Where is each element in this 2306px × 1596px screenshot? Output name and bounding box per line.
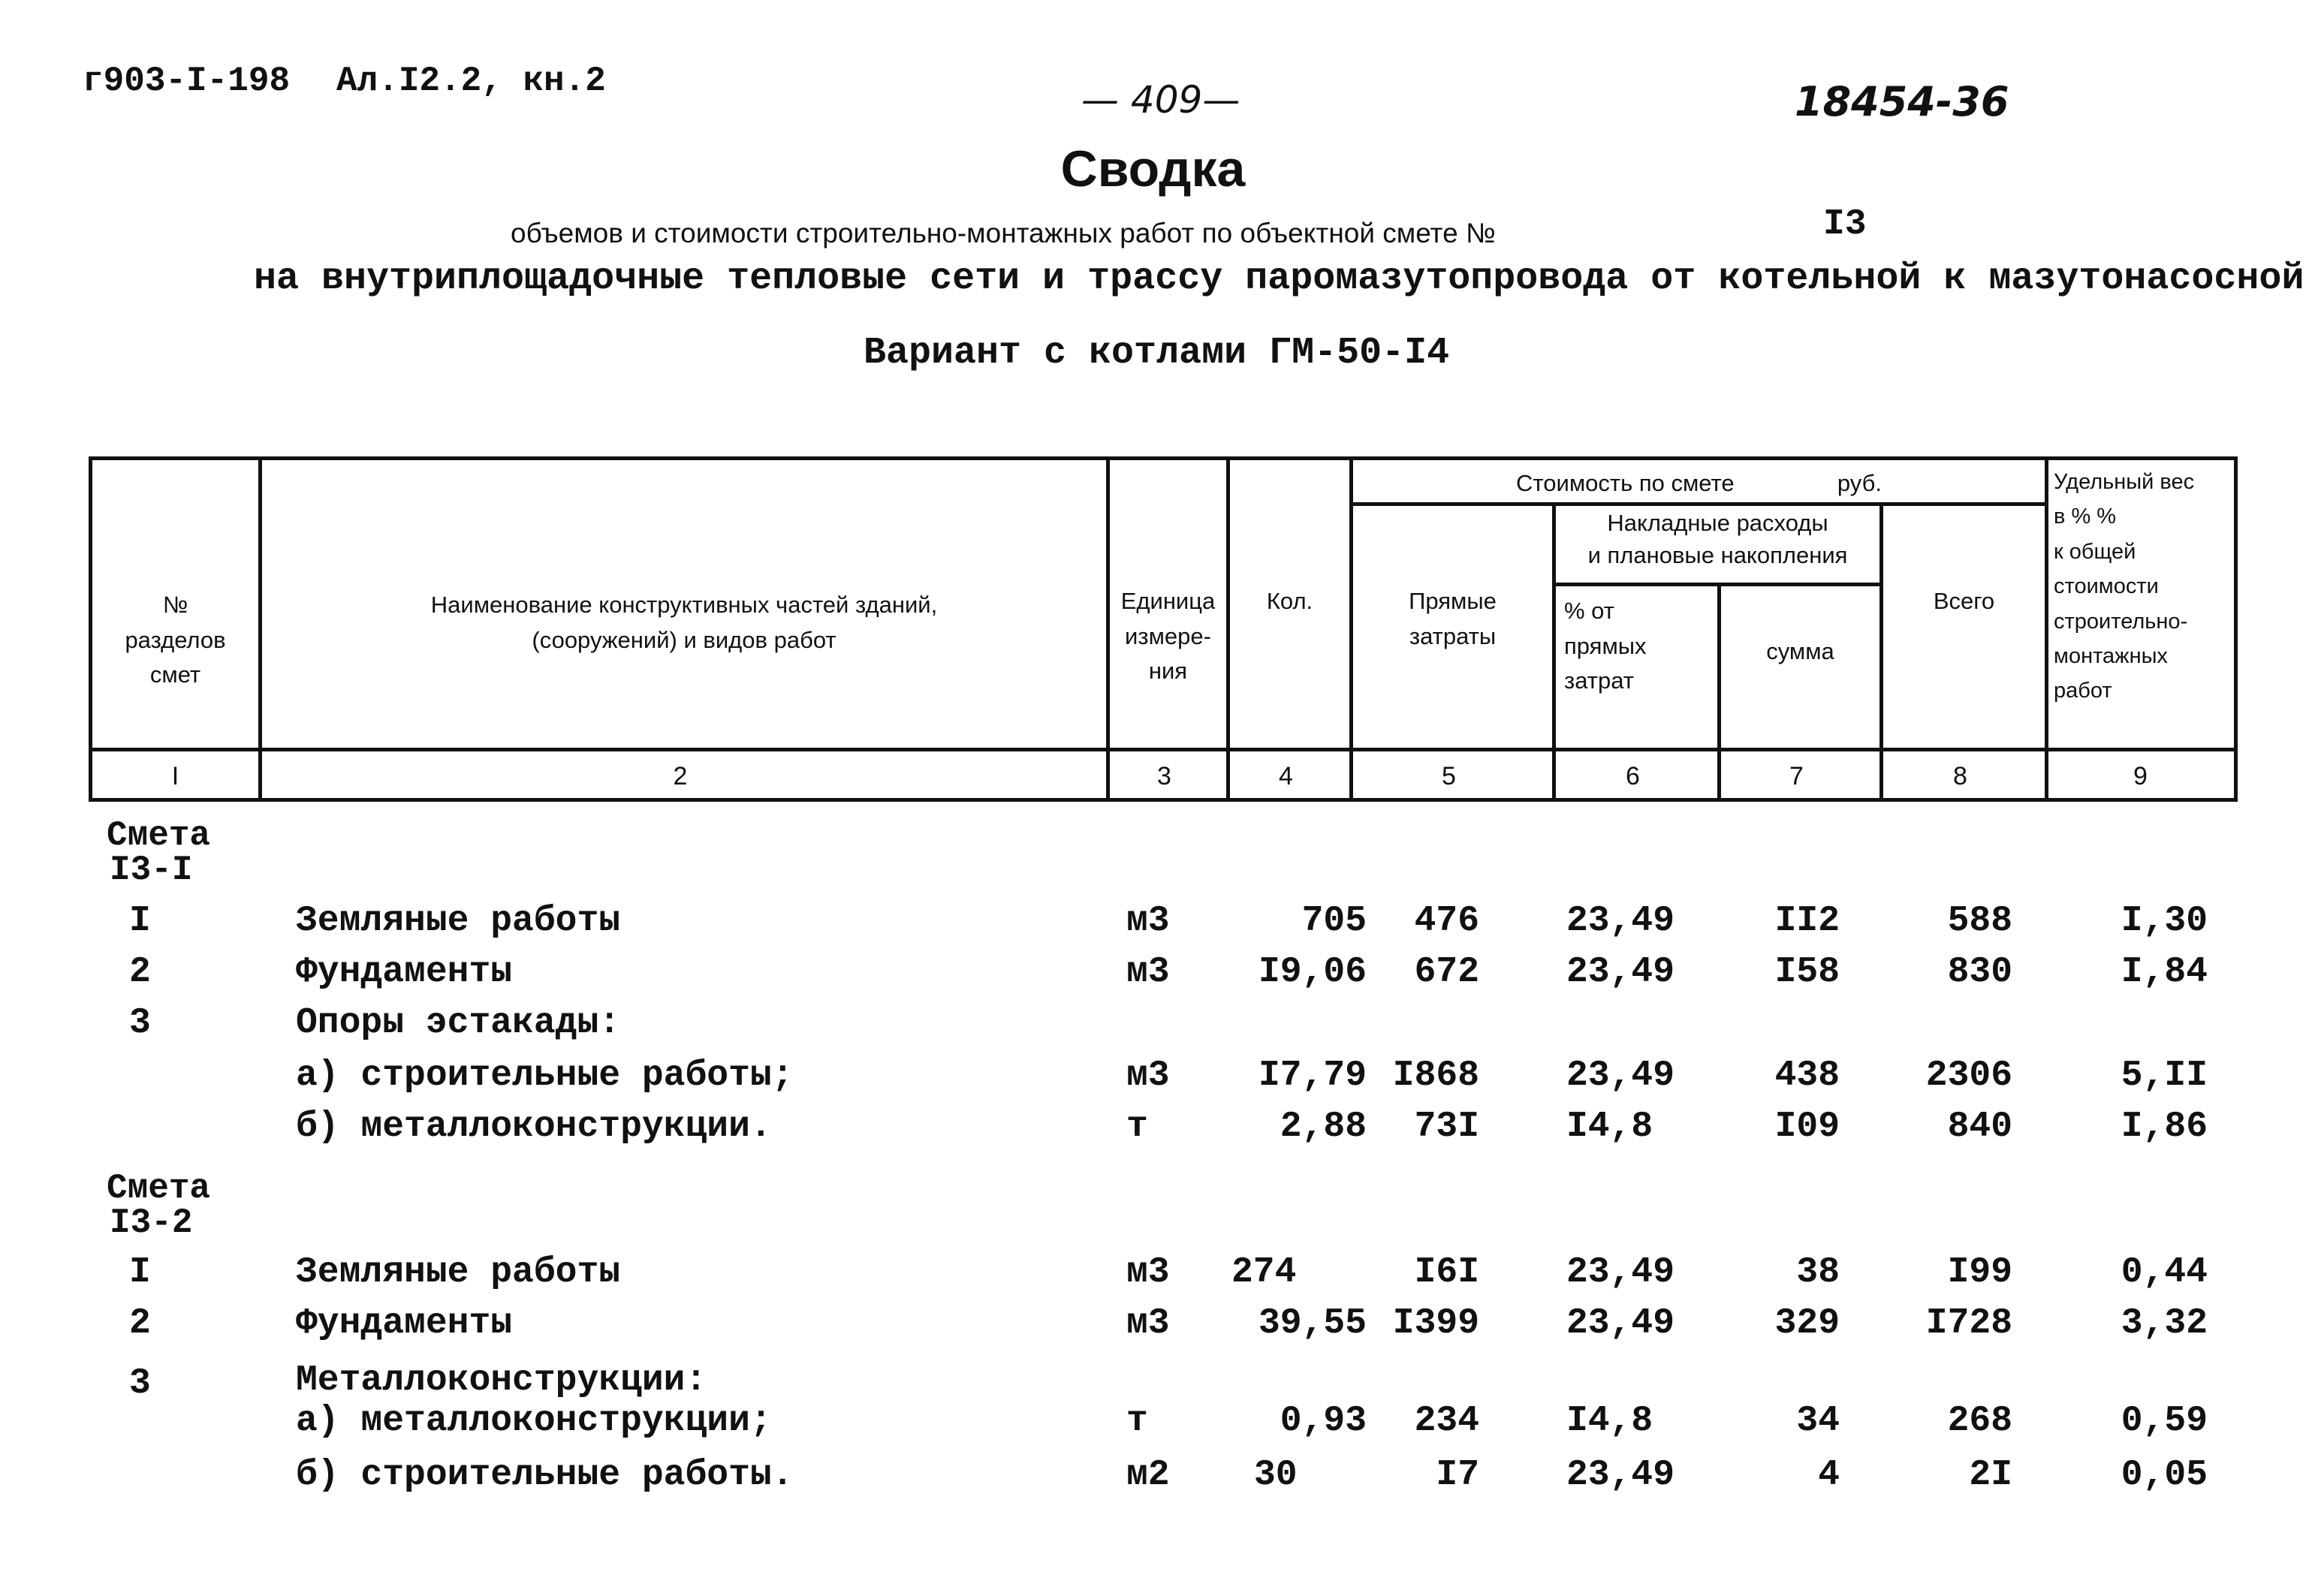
row-total: 588 [1947, 901, 2012, 941]
table-header [89, 456, 2238, 802]
row-direct: I399 [1392, 1303, 1479, 1344]
row-direct: 73I [1414, 1107, 1479, 1147]
row-overhead-pct: 23,49 [1566, 1455, 1675, 1495]
row-share: I,30 [2121, 901, 2208, 941]
row-qty: I9,06 [1258, 952, 1367, 992]
row-unit: т [1126, 1401, 1148, 1441]
row-qty: 705 [1301, 901, 1367, 941]
column-number: 4 [1279, 762, 1293, 790]
row-qty: 274 [1231, 1252, 1297, 1293]
variant-line: Вариант с котлами ГМ-50-I4 [864, 332, 1450, 375]
header-name: Наименование конструктивных частей зданий, (сооружений) и видов работ [430, 592, 938, 653]
subtitle-line-2: на внутриплощадочные тепловые сети и трассу паромазутопровода от котельной к мазутонасосной [254, 257, 2304, 300]
row-direct: I6I [1414, 1252, 1479, 1293]
divider [92, 748, 2234, 751]
estimate-number: I3 [1823, 204, 1867, 245]
row-overhead-sum: 438 [1774, 1055, 1840, 1096]
row-name: а) строительные работы; [296, 1055, 794, 1096]
archive-number: 18454-36 [1795, 78, 2009, 125]
row-overhead-pct: 23,49 [1566, 901, 1675, 941]
row-name: б) металлоконструкции. [296, 1107, 772, 1147]
row-share: I,86 [2121, 1107, 2208, 1147]
row-qty: 0,93 [1280, 1401, 1367, 1441]
row-total: I728 [1925, 1303, 2012, 1344]
row-number: 2 [129, 1303, 151, 1344]
row-unit: м3 [1126, 901, 1170, 941]
row-overhead-pct: 23,49 [1566, 1055, 1675, 1096]
row-name: Металлоконструкции: [296, 1360, 707, 1401]
row-direct: I868 [1392, 1055, 1479, 1096]
row-share: I,84 [2121, 952, 2208, 992]
row-direct: 476 [1414, 901, 1479, 941]
row-direct: I7 [1436, 1455, 1479, 1495]
row-qty: 30 [1254, 1455, 1298, 1495]
header-share: Удельный вес в % % к общей стоимости строительно- монтажных работ [2054, 470, 2195, 703]
divider [1879, 504, 1883, 798]
row-total: 840 [1947, 1107, 2012, 1147]
row-qty: I7,79 [1258, 1055, 1367, 1096]
row-unit: м3 [1126, 1303, 1170, 1344]
row-share: 0,44 [2121, 1252, 2208, 1293]
row-unit: м3 [1126, 1055, 1170, 1096]
row-overhead-sum: I09 [1774, 1107, 1840, 1147]
page-number: — 409— [1081, 78, 1240, 122]
row-number: I [129, 901, 151, 941]
row-qty: 39,55 [1258, 1303, 1367, 1344]
header-overhead-group: Накладные расходы и плановые накопления [1587, 510, 1848, 569]
row-unit: м2 [1126, 1455, 1170, 1495]
row-total: I99 [1947, 1252, 2012, 1293]
header-direct: Прямые затраты [1409, 588, 1497, 649]
row-name: а) металлоконструкции; [296, 1401, 772, 1441]
row-overhead-sum: I58 [1774, 952, 1840, 992]
row-total: 2I [1969, 1455, 2012, 1495]
page-title: Сводка [1060, 140, 1246, 197]
header-section-no: № разделов смет [125, 592, 226, 688]
row-overhead-sum: 38 [1796, 1252, 1840, 1293]
row-qty: 2,88 [1280, 1107, 1367, 1147]
row-number: 3 [129, 1363, 151, 1404]
row-number: I [129, 1252, 151, 1293]
row-share: 3,32 [2121, 1303, 2208, 1344]
row-overhead-sum: 329 [1774, 1303, 1840, 1344]
row-overhead-pct: I4,8 [1566, 1401, 1653, 1441]
row-overhead-sum: 4 [1818, 1455, 1840, 1495]
header-overhead-pct: % от прямых затрат [1564, 598, 1647, 694]
column-number: 3 [1157, 762, 1171, 790]
row-unit: м3 [1126, 952, 1170, 992]
divider [1349, 502, 2045, 506]
row-overhead-sum: II2 [1774, 901, 1840, 941]
subtitle-line-1: объемов и стоимости строительно-монтажных работ по объектной смете № [511, 218, 1496, 248]
column-number: 2 [673, 762, 688, 790]
document-code: г903-I-198 [83, 62, 291, 101]
row-unit: м3 [1126, 1252, 1170, 1293]
row-total: 830 [1947, 952, 2012, 992]
row-direct: 234 [1414, 1401, 1479, 1441]
row-total: 268 [1947, 1401, 2012, 1441]
row-name: б) строительные работы. [296, 1455, 794, 1495]
header-qty: Кол. [1266, 588, 1313, 614]
row-number: 3 [129, 1003, 151, 1043]
document-volume: Ал.I2.2, кн.2 [336, 62, 606, 101]
row-overhead-pct: I4,8 [1566, 1107, 1653, 1147]
header-cost-group: Стоимость по смете руб. [1516, 470, 1882, 496]
row-number: 2 [129, 952, 151, 992]
estimate-group-label: Смета I3-2 [107, 1169, 211, 1242]
divider [1552, 583, 1879, 586]
header-overhead-sum: сумма [1766, 638, 1834, 664]
row-share: 0,59 [2121, 1401, 2208, 1441]
row-name: Земляные работы [296, 901, 621, 941]
row-name: Фундаменты [296, 952, 513, 992]
row-overhead-sum: 34 [1796, 1401, 1840, 1441]
row-unit: т [1126, 1107, 1148, 1147]
row-overhead-pct: 23,49 [1566, 952, 1675, 992]
row-name: Земляные работы [296, 1252, 621, 1293]
row-share: 5,II [2121, 1055, 2208, 1096]
row-name: Фундаменты [296, 1303, 513, 1344]
row-overhead-pct: 23,49 [1566, 1303, 1675, 1344]
header-total: Всего [1933, 588, 1995, 614]
column-number: I [171, 762, 179, 790]
header-unit: Единица измере- ния [1120, 588, 1216, 684]
column-number: 5 [1442, 762, 1456, 790]
row-share: 0,05 [2121, 1455, 2208, 1495]
row-total: 2306 [1925, 1055, 2012, 1096]
column-number: 8 [1953, 762, 1967, 790]
column-number: 9 [2133, 762, 2148, 790]
row-direct: 672 [1414, 952, 1479, 992]
row-name: Опоры эстакады: [296, 1003, 621, 1043]
estimate-group-label: Смета I3-I [107, 816, 211, 890]
column-number: 7 [1789, 762, 1804, 790]
column-number: 6 [1626, 762, 1640, 790]
row-overhead-pct: 23,49 [1566, 1252, 1675, 1293]
